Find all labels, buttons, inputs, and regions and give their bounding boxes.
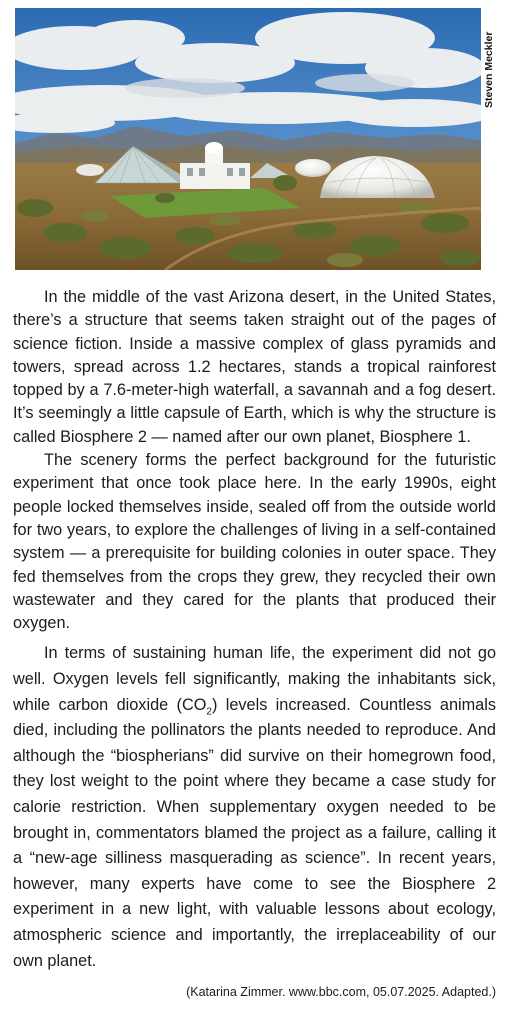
paragraph-1: In the middle of the vast Arizona desert, in the United States, there’s a structure that seems taken straight out of the pages of science fiction. Inside a massive complex of glass pyramids and towers, spread across 1.2 hectares, stands a tropical rainforest topped by a 7.6-meter-high waterfall, a savannah and a fog desert. It’s seemingly a little capsule of Earth, which is why the structure is called Biosphere 2 — named after our own planet, Biosphere 1.	[13, 288, 496, 446]
paragraph-3-part-1: In terms of sustaining human life, the experiment did not go well. Oxygen levels fell significantly, making the inhabitants sick, while carbon dioxide (CO	[13, 644, 496, 714]
paragraph-2: The scenery forms the perfect background for the futuristic experiment that once took place here. In the early 1990s, eight people locked themselves inside, sealed off from the outside world for two years, to explore the challenges of living in a self-contained system — a prerequisite for building colonies in outer space. They fed themselves from the crops they grew, they recycled their own wastewater and they cared for the plants that produced their oxygen.	[13, 451, 496, 633]
paragraph-3	[13, 641, 496, 974]
article-body	[13, 286, 496, 974]
co2-subscript: 2	[206, 705, 212, 717]
photo-credit: Steven Meckler	[483, 31, 495, 108]
biosphere-photo	[15, 8, 481, 270]
paragraph-3-part-2: ) levels increased. Countless animals died, including the pollinators the plants needed to reproduce. And although the “biospherians” did survive on their homegrown food, they lost weight to the point where they became a case study for calorie restriction. When supplementary oxygen needed to be brought in, commentators blamed the project as a failure, calling it a “new-age silliness masquerading as science”. In recent years, however, many experts have come to see the Biosphere 2 experiment in a new light, with valuable lessons about ecology, atmospheric science and importantly, the irreplaceability of our own planet.	[13, 695, 496, 970]
source-citation: (Katarina Zimmer. www.bbc.com, 05.07.2025. Adapted.)	[186, 985, 496, 999]
